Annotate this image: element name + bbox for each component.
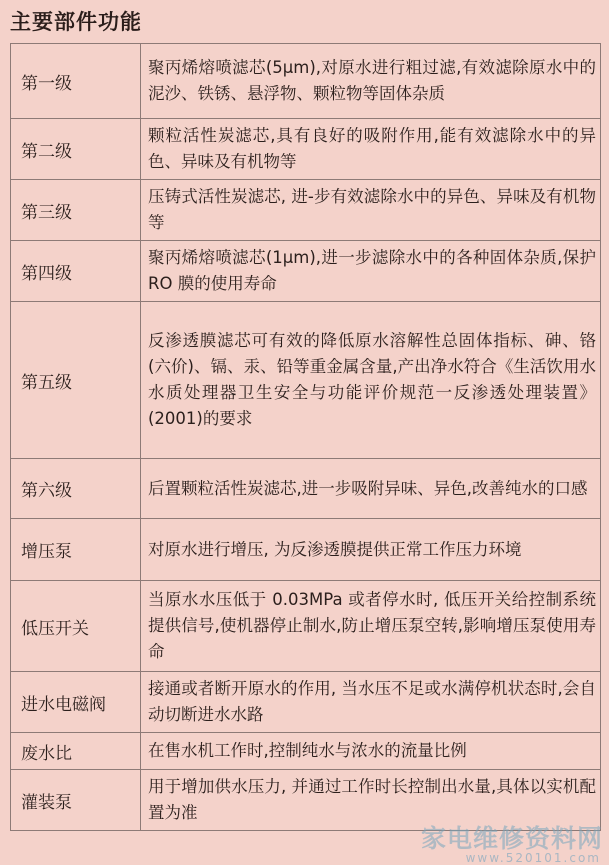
table-row xyxy=(11,119,601,180)
component-description: 聚丙烯熔喷滤芯(5μm),对原水进行粗过滤,有效滤除原水中的泥沙、铁锈、悬浮物、颗粒物等固体杂质 xyxy=(141,44,601,119)
component-description: 后置颗粒活性炭滤芯,进一步吸附异味、异色,改善纯水的口感 xyxy=(141,459,601,519)
component-name: 第四级 xyxy=(11,241,141,302)
component-description: 聚丙烯熔喷滤芯(1μm),进一步滤除水中的各种固体杂质,保护 RO 膜的使用寿命 xyxy=(141,241,601,302)
watermark-url: www.520101.com xyxy=(465,851,601,865)
table-row xyxy=(11,459,601,519)
table-row xyxy=(11,733,601,770)
component-description: 用于增加供水压力, 并通过工作时长控制出水量,具体以实机配置为准 xyxy=(141,770,601,831)
component-name: 第一级 xyxy=(11,44,141,119)
component-name: 低压开关 xyxy=(11,581,141,672)
component-name: 第六级 xyxy=(11,459,141,519)
component-description: 颗粒活性炭滤芯,具有良好的吸附作用,能有效滤除水中的异色、异味及有机物等 xyxy=(141,119,601,180)
table-row xyxy=(11,581,601,672)
component-name: 第五级 xyxy=(11,302,141,459)
component-name: 第三级 xyxy=(11,180,141,241)
page-title: 主要部件功能 xyxy=(10,10,142,34)
table-row xyxy=(11,302,601,459)
component-description: 压铸式活性炭滤芯, 进-步有效滤除水中的异色、异味及有机物等 xyxy=(141,180,601,241)
component-name: 第二级 xyxy=(11,119,141,180)
component-description: 反渗透膜滤芯可有效的降低原水溶解性总固体指标、砷、铬(六价)、镉、汞、铅等重金属含量,产出净水符合《生活饮用水水质处理器卫生安全与功能评价规范一反渗透处理装置》(2001)的要求 xyxy=(141,302,601,459)
table-row xyxy=(11,180,601,241)
table-row xyxy=(11,44,601,119)
component-name: 废水比 xyxy=(11,733,141,770)
table-row xyxy=(11,241,601,302)
table-row xyxy=(11,672,601,733)
component-name: 灌装泵 xyxy=(11,770,141,831)
component-description: 对原水进行增压, 为反渗透膜提供正常工作压力环境 xyxy=(141,519,601,581)
component-description: 在售水机工作时,控制纯水与浓水的流量比例 xyxy=(141,733,601,770)
component-name: 增压泵 xyxy=(11,519,141,581)
table-row xyxy=(11,519,601,581)
component-name: 进水电磁阀 xyxy=(11,672,141,733)
watermark-text: 家电维修资料网 xyxy=(420,824,603,853)
component-function-table xyxy=(10,43,601,831)
component-description: 当原水水压低于 0.03MPa 或者停水时, 低压开关给控制系统提供信号,使机器停止制水,防止增压泵空转,影响增压泵使用寿命 xyxy=(141,581,601,672)
component-description: 接通或者断开原水的作用, 当水压不足或水满停机状态时,会自动切断进水水路 xyxy=(141,672,601,733)
